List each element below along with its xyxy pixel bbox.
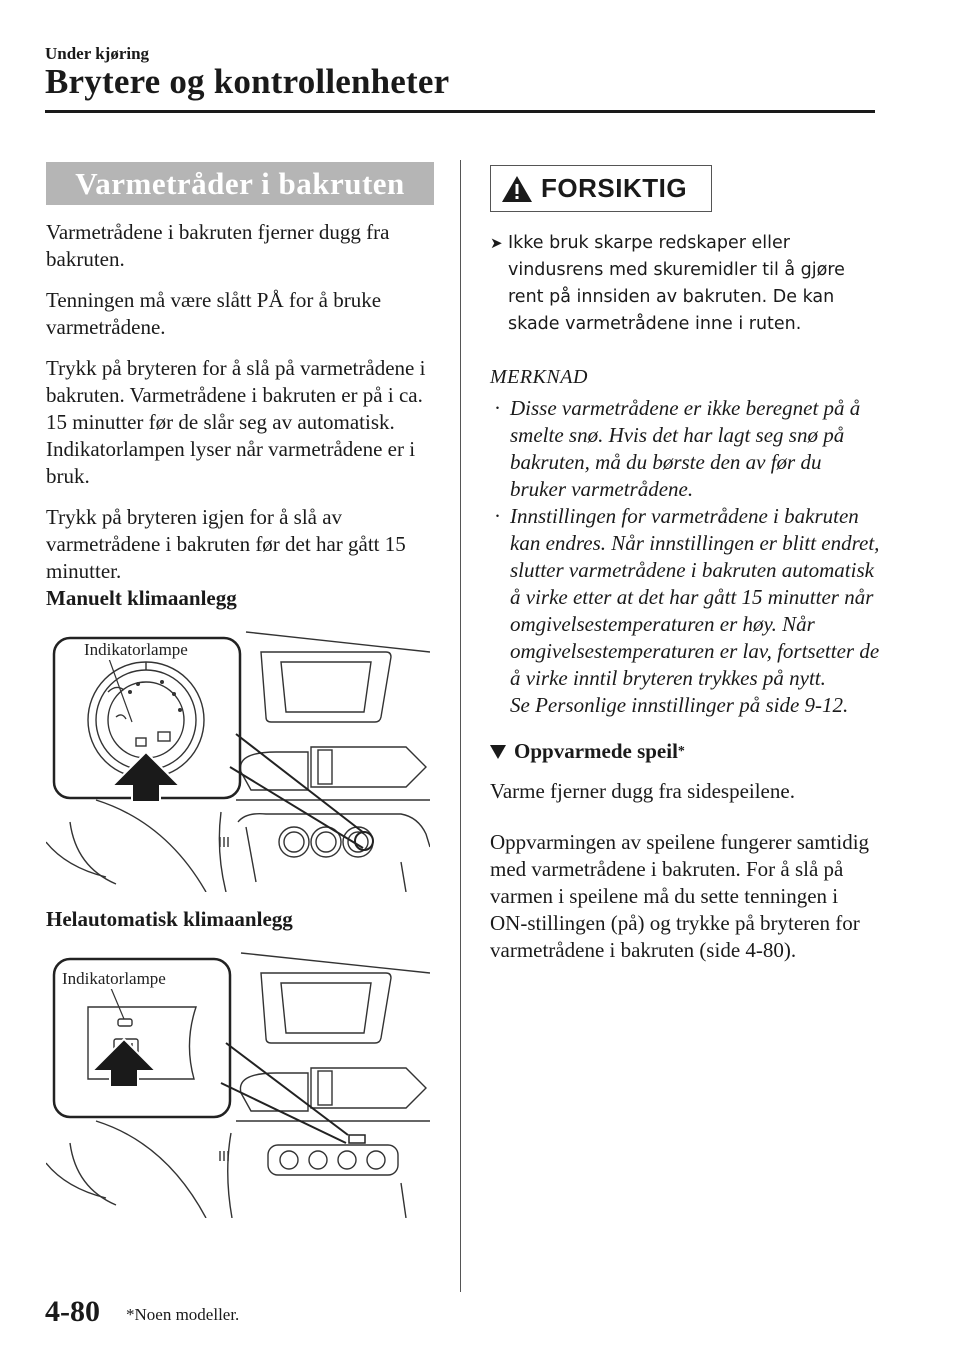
paragraph-intro: Varmetrådene i bakruten fjerner dugg fra bakruten. — [46, 220, 390, 271]
caution-box — [490, 165, 712, 212]
figure-heading-manual: Manuelt klimaanlegg — [46, 586, 237, 610]
subsection-title: Oppvarmede speil — [514, 739, 678, 763]
paragraph-mirror-intro: Varme fjerner dugg fra sidespeilene. — [490, 779, 795, 803]
note-item — [490, 395, 880, 503]
left-column — [46, 162, 434, 1218]
bullet-dot-icon: · — [494, 504, 501, 528]
page-number: 4-80 — [45, 1295, 100, 1328]
note-cross-reference: Se Personlige innstillinger på side 9-12. — [510, 693, 849, 717]
note-text-2: Innstillingen for varmetrådene i bakruten kan endres. Når innstillingen er blitt endret, slutter varmetrådene i bakruten automatisk å virke etter at det har gått 15 minutter når omgivelsestemperaturen er høy. Når omgivelsestemperaturen er lav, fortsetter de å virke inntil bryteren trykkes på nytt. — [510, 504, 880, 690]
subsection-heading — [490, 739, 880, 764]
caution-item — [490, 230, 880, 338]
running-head: Under kjøring — [45, 44, 150, 63]
chapter-title: Brytere og kontrollenheter — [45, 62, 450, 101]
header-rule — [45, 110, 875, 113]
caution-title: FORSIKTIG — [541, 173, 688, 203]
footnote-marker: * — [677, 743, 685, 759]
figure-heading-automatic: Helautomatisk klimaanlegg — [46, 907, 293, 931]
indicator-lamp-label: Indikatorlampe — [62, 969, 166, 988]
paragraph-mirror-operation: Oppvarmingen av speilene fungerer samtidig med varmetrådene i bakruten. For å slå på varmen i speilene må du sette tenningen i ON-stillingen (på) og trykke på bryteren for varmetrådene i bakruten (side 4-80). — [490, 830, 870, 962]
right-column — [490, 165, 880, 964]
section-title: Varmetråder i bakruten — [46, 162, 434, 205]
paragraph-ignition: Tenningen må være slått PÅ for å bruke varmetrådene. — [46, 288, 382, 339]
figure-manual-climate — [46, 622, 430, 892]
triangle-marker-icon — [490, 745, 506, 759]
arrow-bullet-icon: ➤ — [490, 234, 503, 252]
paragraph-switch-on: Trykk på bryteren for å slå på varmetrådene i bakruten. Varmetrådene i bakruten er på i ca. 15 minutter før de slår seg av automatisk. — [46, 356, 426, 434]
indicator-lamp-label: Indikatorlampe — [84, 640, 188, 659]
manual-climate-illustration — [46, 622, 430, 892]
warning-triangle-icon — [501, 175, 533, 203]
caution-text: Ikke bruk skarpe redskaper eller vindusrens med skuremidler til å gjøre rent på innsiden av bakruten. De kan skade varmetrådene inne i ruten. — [508, 233, 845, 334]
bullet-dot-icon: · — [494, 396, 501, 420]
note-item — [490, 503, 880, 719]
column-divider — [460, 160, 461, 1292]
paragraph-indicator: Indikatorlampen lyser når varmetrådene er i bruk. — [46, 437, 416, 488]
figure-automatic-climate — [46, 943, 430, 1218]
note-text-1: Disse varmetrådene er ikke beregnet på å smelte snø. Hvis det har lagt seg snø på bakruten, må du børste den av før du bruker varmetrådene. — [510, 396, 861, 501]
paragraph-switch-off: Trykk på bryteren igjen for å slå av varmetrådene i bakruten før det har gått 15 minutter. — [46, 505, 406, 583]
footnote: *Noen modeller. — [126, 1305, 240, 1324]
note-title: MERKNAD — [490, 366, 588, 388]
